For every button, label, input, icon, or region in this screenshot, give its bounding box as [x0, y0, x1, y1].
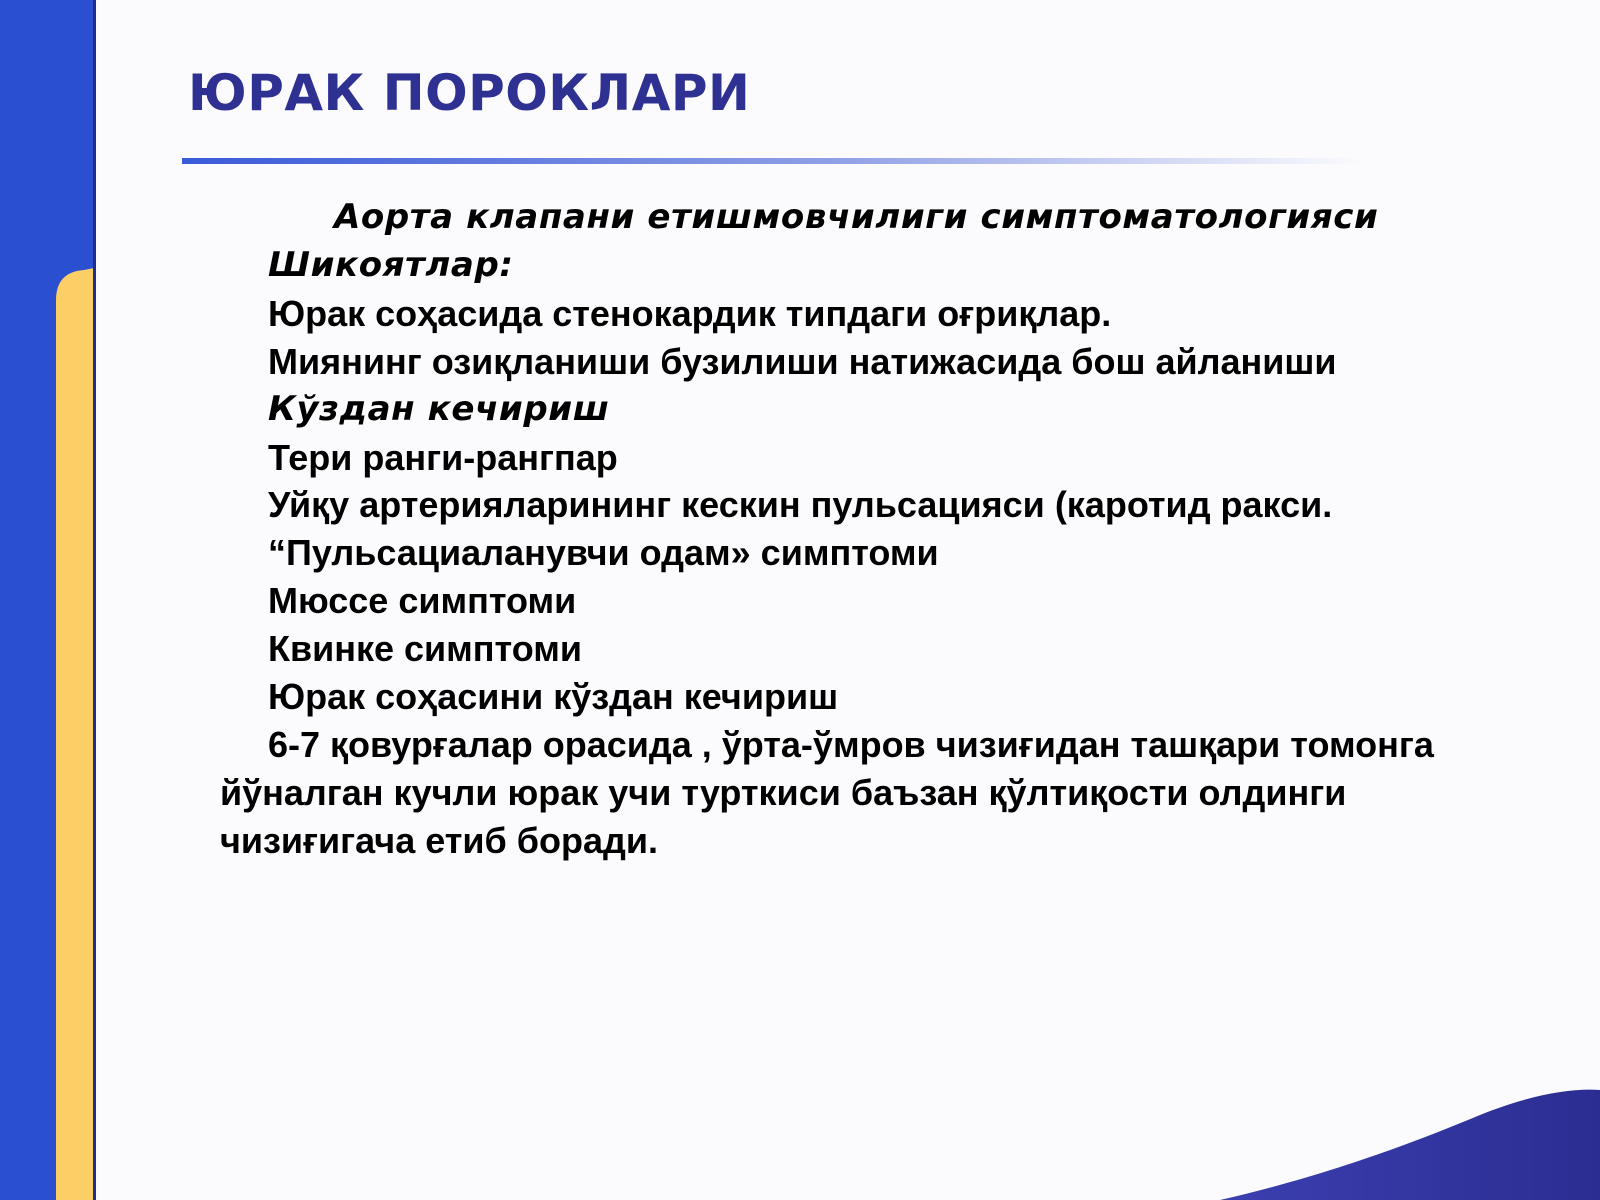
inspection-item: Тери ранги-рангпар — [268, 436, 618, 478]
bottom-wave — [1220, 1090, 1600, 1200]
inspection-item: Квинке симптоми — [268, 628, 582, 670]
inspection-item: Мюссе симптоми — [268, 580, 577, 622]
complaint-item: Юрак соҳасида стенокардик типдаги оғриқлар. — [268, 292, 1112, 334]
complaint-item: Миянинг озиқланиши бузилиши натижасида бош айланиши — [268, 340, 1337, 382]
left-stripe-edge — [93, 0, 96, 1200]
slide-body — [220, 194, 1520, 865]
inspection-label: Кўздан кечириш — [268, 388, 610, 429]
section-heading: Аорта клапани етишмовчилиги симптоматологияси — [334, 197, 1379, 237]
complaints-label: Шикоятлар: — [268, 244, 514, 285]
inspection-item: Уйқу артерияларининг кескин пульсацияси (каротид ракси. — [268, 484, 1333, 526]
title-underline — [182, 158, 1362, 164]
inspection-item: “Пульсациаланувчи одам» симптоми — [268, 532, 939, 574]
final-paragraph: 6-7 қовурғалар орасида , ўрта-ўмров чизиғидан ташқари томонга йўналган кучли юрак учи турткиси баъзан қўлтиқости олдинги чизиғигача етиб боради. — [220, 723, 1434, 861]
slide-title: ЮРАК ПОРОКЛАРИ — [188, 64, 751, 122]
inspection-item: Юрак соҳасини кўздан кечириш — [268, 676, 839, 718]
left-yellow-stripe — [56, 268, 94, 1200]
left-blue-band — [0, 0, 96, 1200]
